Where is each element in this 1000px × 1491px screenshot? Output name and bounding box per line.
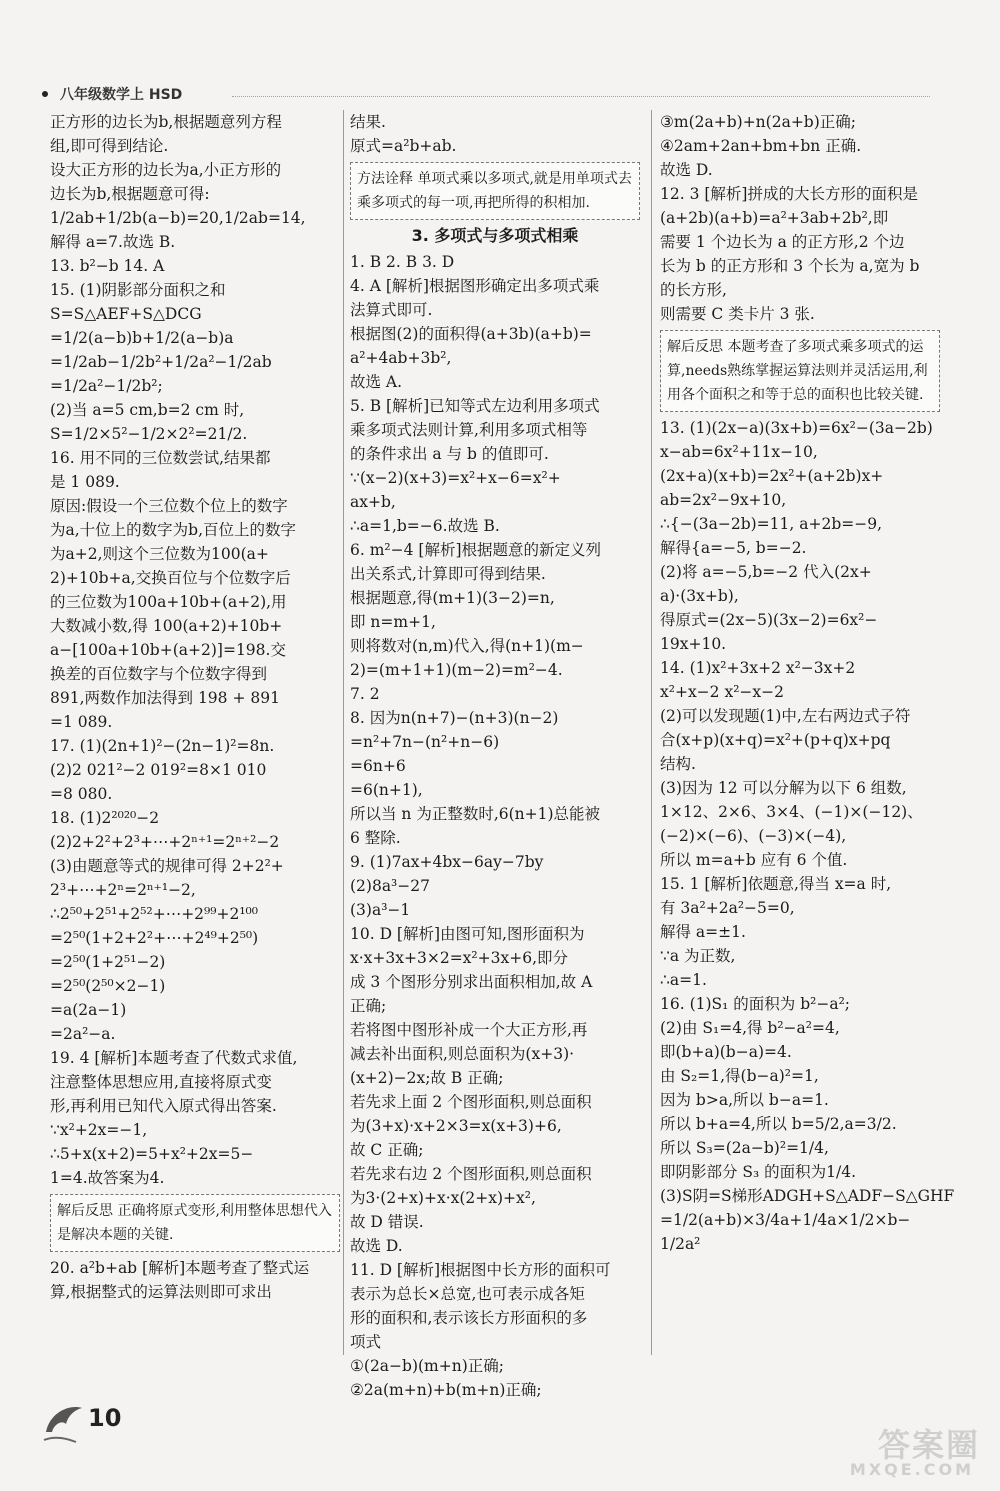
answer-line: ∴2⁵⁰+2⁵¹+2⁵²+⋯+2⁹⁹+2¹⁰⁰ <box>50 905 258 923</box>
answer-line: 法算式即可. <box>350 301 433 319</box>
answer-line: (2)由 S₁=4,得 b²−a²=4, <box>660 1019 840 1037</box>
answer-line: 6. m²−4 [解析]根据题意的新定义列 <box>350 541 601 559</box>
answer-line: 6 整除. <box>350 829 401 847</box>
answer-line: 项式 <box>350 1333 382 1351</box>
method-text: 方法诠释 单项式乘以多项式,就是用单项式去乘多项式的每一项,再把所得的积相加. <box>357 171 632 211</box>
answer-line: 11. D [解析]根据图中长方形的面积可 <box>350 1261 611 1279</box>
answer-line: 长为 b 的正方形和 3 个长为 a,宽为 b <box>660 257 920 275</box>
answer-line: ∵(x−2)(x+3)=x²+x−6=x²+ <box>350 469 561 487</box>
answer-line: S=1/2×5²−1/2×2²=21/2. <box>50 425 248 443</box>
answer-line: 13. b²−b 14. A <box>50 257 165 275</box>
answer-line: =8 080. <box>50 785 113 803</box>
answer-line: 12. 3 [解析]拼成的大长方形的面积是 <box>660 185 918 203</box>
answer-line: (3)S阴=S梯形ADGH+S△ADF−S△GHF <box>660 1187 955 1205</box>
answer-line: =1/2a²−1/2b²; <box>50 377 163 395</box>
answer-line: 故选 D. <box>350 1237 403 1255</box>
answer-line: (3)由题意等式的规律可得 2+2²+ <box>50 857 284 875</box>
answer-line: 故选 A. <box>350 373 403 391</box>
answer-line: 所以 m=a+b 应有 6 个值. <box>660 851 848 869</box>
answer-line: 若将图中图形补成一个大正方形,再 <box>350 1021 588 1039</box>
answer-line: 大数减小数,得 100(a+2)+10b+ <box>50 617 283 635</box>
page-footer <box>40 1398 150 1448</box>
answer-line: (2x+a)(x+b)=2x²+(a+2b)x+ <box>660 467 884 485</box>
answer-line: 即(b+a)(b−a)=4. <box>660 1043 792 1061</box>
answer-line: 为(3+x)·x+2×3=x(x+3)+6, <box>350 1117 562 1135</box>
answer-line: 的三位数为100a+10b+(a+2),用 <box>50 593 287 611</box>
answer-line: ab=2x²−9x+10, <box>660 491 787 509</box>
answer-line: 若先求上面 2 个图形面积,则总面积 <box>350 1093 592 1111</box>
answer-line: 则需要 C 类卡片 3 张. <box>660 305 815 323</box>
column-divider <box>343 110 344 1355</box>
answer-line: =n²+7n−(n²+n−6) <box>350 733 500 751</box>
watermark-logo: 答案圈 <box>877 1426 980 1464</box>
answer-line: =1/2(a+b)×3/4a+1/4a×1/2×b− <box>660 1211 911 1229</box>
answer-line: 13. (1)(2x−a)(3x+b)=6x²−(3a−2b) <box>660 419 933 437</box>
answer-line: 故 D 错误. <box>350 1213 424 1231</box>
answer-line: 891,两数作加法得到 198 + 891 <box>50 689 280 707</box>
answer-line: S=S△AEF+S△DCG <box>50 305 202 323</box>
answer-line: =2⁵⁰(1+2⁵¹−2) <box>50 953 166 971</box>
answer-line: 为3·(2+x)+x·x(2+x)+x², <box>350 1189 536 1207</box>
answer-line: x·x+3x+3×2=x²+3x+6,即分 <box>350 949 569 967</box>
answer-column-3 <box>660 110 955 1256</box>
answer-line: 所以 S₃=(2a−b)²=1/4, <box>660 1139 829 1157</box>
answer-line: 原式=a²b+ab. <box>350 137 457 155</box>
page-number: 10 <box>88 1404 122 1432</box>
answer-line: 所以 b+a=4,所以 b=5/2,a=3/2. <box>660 1115 897 1133</box>
column-divider <box>651 110 652 1355</box>
watermark-url: MXQE.COM <box>849 1460 974 1479</box>
reflection-text: 解后反思 正确将原式变形,利用整体思想代入是解决本题的关键. <box>57 1203 332 1243</box>
answer-line: (2)2 021²−2 019²=8×1 010 <box>50 761 267 779</box>
answer-column-1 <box>50 110 340 1304</box>
answer-line: a)·(3x+b), <box>660 587 739 605</box>
answer-line: 原因:假设一个三位数个位上的数字 <box>50 497 288 515</box>
answer-line: 16. (1)S₁ 的面积为 b²−a²; <box>660 995 851 1013</box>
answer-line: 1. B 2. B 3. D <box>350 253 455 271</box>
answer-line: 有 3a²+2a²−5=0, <box>660 899 795 917</box>
reflection-box <box>660 330 940 412</box>
answer-line: =6n+6 <box>350 757 406 775</box>
answer-line: 形,再利用已知代入原式得出答案. <box>50 1097 277 1115</box>
answer-line: (2)8a³−27 <box>350 877 430 895</box>
answer-line: ③m(2a+b)+n(2a+b)正确; <box>660 113 856 131</box>
answer-line: 2)=(m+1+1)(m−2)=m²−4. <box>350 661 563 679</box>
answer-line: (3)a³−1 <box>350 901 411 919</box>
answer-line: 19. 4 [解析]本题考查了代数式求值, <box>50 1049 298 1067</box>
answer-line: 得原式=(2x−5)(3x−2)=6x²− <box>660 611 878 629</box>
answer-line: 解得 a=±1. <box>660 923 746 941</box>
answer-line: ②2a(m+n)+b(m+n)正确; <box>350 1381 542 1399</box>
answer-line: 乘多项式法则计算,利用多项式相等 <box>350 421 588 439</box>
answer-line: 8. 因为n(n+7)−(n+3)(n−2) <box>350 709 559 727</box>
answer-line: 15. 1 [解析]依题意,得当 x=a 时, <box>660 875 892 893</box>
bullet-icon <box>42 91 48 97</box>
answer-line: 根据题意,得(m+1)(3−2)=n, <box>350 589 555 607</box>
answer-line: (−2)×(−6)、(−3)×(−4), <box>660 827 847 845</box>
header-rule <box>232 96 930 97</box>
answer-line: (x+2)−2x;故 B 正确; <box>350 1069 504 1087</box>
answer-line: 的长方形, <box>660 281 727 299</box>
answer-line: 解得 a=7.故选 B. <box>50 233 176 251</box>
answer-line: 1/2ab+1/2b(a−b)=20,1/2ab=14, <box>50 209 306 227</box>
answer-line: 换差的百位数字与个位数字得到 <box>50 665 268 683</box>
answer-line: 结构. <box>660 755 696 773</box>
answer-line: ∵a 为正数, <box>660 947 736 965</box>
answer-line: 减去补出面积,则总面积为(x+3)· <box>350 1045 575 1063</box>
answer-line: ∴5+x(x+2)=5+x²+2x=5− <box>50 1145 254 1163</box>
answer-line: 若先求右边 2 个图形面积,则总面积 <box>350 1165 592 1183</box>
answer-line: 的条件求出 a 与 b 的值即可. <box>350 445 549 463</box>
answer-line: x²+x−2 x²−x−2 <box>660 683 784 701</box>
answer-line: 需要 1 个边长为 a 的正方形,2 个边 <box>660 233 905 251</box>
answer-line: 边长为b,根据题意可得: <box>50 185 210 203</box>
answer-line: 15. (1)阴影部分面积之和 <box>50 281 226 299</box>
answer-line: ∴a=1,b=−6.故选 B. <box>350 517 500 535</box>
answer-line: 14. (1)x²+3x+2 x²−3x+2 <box>660 659 856 677</box>
answer-line: =1/2ab−1/2b²+1/2a²−1/2ab <box>50 353 272 371</box>
answer-column-2 <box>350 110 640 1402</box>
answer-line: 表示为总长×总宽,也可表示成各矩 <box>350 1285 585 1303</box>
answer-line: 组,即可得到结论. <box>50 137 169 155</box>
answer-line: 设大正方形的边长为a,小正方形的 <box>50 161 282 179</box>
answer-line: 2³+⋯+2ⁿ=2ⁿ⁺¹−2, <box>50 881 196 899</box>
answer-line: 为a+2,则这个三位数为100(a+ <box>50 545 269 563</box>
dolphin-logo-icon <box>40 1398 86 1446</box>
answer-line: 9. (1)7ax+4bx−6ay−7by <box>350 853 544 871</box>
section-heading: 3. 多项式与多项式相乘 <box>411 226 579 245</box>
answer-line: 成 3 个图形分别求出面积相加,故 A <box>350 973 593 991</box>
answer-line: =6(n+1), <box>350 781 423 799</box>
answer-line: =a(2a−1) <box>50 1001 127 1019</box>
answer-line: 故 C 正确; <box>350 1141 424 1159</box>
answer-line: 20. a²b+ab [解析]本题考查了整式运 <box>50 1259 310 1277</box>
answer-line: 1×12、2×6、3×4、(−1)×(−12)、 <box>660 803 923 821</box>
answer-line: 5. B [解析]已知等式左边利用多项式 <box>350 397 600 415</box>
answer-line: 10. D [解析]由图可知,图形面积为 <box>350 925 585 943</box>
answer-line: 正确; <box>350 997 387 1015</box>
answer-line: =2⁵⁰(1+2+2²+⋯+2⁴⁹+2⁵⁰) <box>50 929 259 947</box>
answer-line: ∴{−(3a−2b)=11, a+2b=−9, <box>660 515 883 533</box>
answer-line: 即阴影部分 S₃ 的面积为1/4. <box>660 1163 857 1181</box>
answer-line: 故选 D. <box>660 161 713 179</box>
answer-line: x−ab=6x²+11x−10, <box>660 443 818 461</box>
answer-line: =2⁵⁰(2⁵⁰×2−1) <box>50 977 166 995</box>
answer-line: 2)+10b+a,交换百位与个位数字后 <box>50 569 291 587</box>
answer-line: 解得{a=−5, b=−2. <box>660 539 807 557</box>
answer-line: 正方形的边长为b,根据题意列方程 <box>50 113 282 131</box>
answer-line: 即 n=m+1, <box>350 613 436 631</box>
answer-line: ∵x²+2x=−1, <box>50 1121 148 1139</box>
answer-line: 7. 2 <box>350 685 380 703</box>
answer-line: (3)因为 12 可以分解为以下 6 组数, <box>660 779 907 797</box>
answer-line: ①(2a−b)(m+n)正确; <box>350 1357 504 1375</box>
answer-line: 4. A [解析]根据图形确定出多项式乘 <box>350 277 600 295</box>
book-title: 八年级数学上 HSD <box>60 87 183 103</box>
answer-line: (a+2b)(a+b)=a²+3ab+2b²,即 <box>660 209 889 227</box>
answer-line: (2)可以发现题(1)中,左右两边式子符 <box>660 707 911 725</box>
answer-line: a²+4ab+3b², <box>350 349 452 367</box>
reflection-box <box>50 1194 340 1252</box>
answer-line: =2a²−a. <box>50 1025 116 1043</box>
answer-line: =1/2(a−b)b+1/2(a−b)a <box>50 329 234 347</box>
answer-line: 18. (1)2²⁰²⁰−2 <box>50 809 160 827</box>
answer-line: (2)当 a=5 cm,b=2 cm 时, <box>50 401 245 419</box>
answer-line: 为a,十位上的数字为b,百位上的数字 <box>50 521 297 539</box>
answer-line: 注意整体思想应用,直接将原式变 <box>50 1073 272 1091</box>
reflection-text: 解后反思 本题考查了多项式乘多项式的运算,needs熟练掌握运算法则并灵活运用,利用各个面积之和等于总的面积也比较关键. <box>667 339 928 403</box>
answer-line: 结果. <box>350 113 386 131</box>
answer-line: 由 S₂=1,得(b−a)²=1, <box>660 1067 819 1085</box>
answer-line: (2)将 a=−5,b=−2 代入(2x+ <box>660 563 872 581</box>
answer-line: ④2am+2an+bm+bn 正确. <box>660 137 862 155</box>
method-box <box>350 162 640 220</box>
answer-line: 出关系式,计算即可得到结果. <box>350 565 546 583</box>
answer-line: 17. (1)(2n+1)²−(2n−1)²=8n. <box>50 737 275 755</box>
answer-line: 19x+10. <box>660 635 727 653</box>
answer-line: 是 1 089. <box>50 473 120 491</box>
answer-line: a−[100a+10b+(a+2)]=198.交 <box>50 641 286 659</box>
answer-line: 1=4.故答案为4. <box>50 1169 165 1187</box>
answer-line: 则将数对(n,m)代入,得(n+1)(m− <box>350 637 584 655</box>
answer-line: 算,根据整式的运算法则即可求出 <box>50 1283 272 1301</box>
answer-line: 1/2a² <box>660 1235 701 1253</box>
answer-line: =1 089. <box>50 713 113 731</box>
answer-line: 形的面积和,表示该长方形面积的多 <box>350 1309 588 1327</box>
answer-line: (2)2+2²+2³+⋯+2ⁿ⁺¹=2ⁿ⁺²−2 <box>50 833 280 851</box>
answer-line: 根据图(2)的面积得(a+3b)(a+b)= <box>350 325 592 343</box>
answer-line: ∴a=1. <box>660 971 707 989</box>
page-header <box>32 84 930 104</box>
answer-line: 所以当 n 为正整数时,6(n+1)总能被 <box>350 805 601 823</box>
answer-line: 16. 用不同的三位数尝试,结果都 <box>50 449 271 467</box>
answer-line: 因为 b>a,所以 b−a=1. <box>660 1091 829 1109</box>
answer-line: 合(x+p)(x+q)=x²+(p+q)x+pq <box>660 731 891 749</box>
answer-line: ax+b, <box>350 493 396 511</box>
